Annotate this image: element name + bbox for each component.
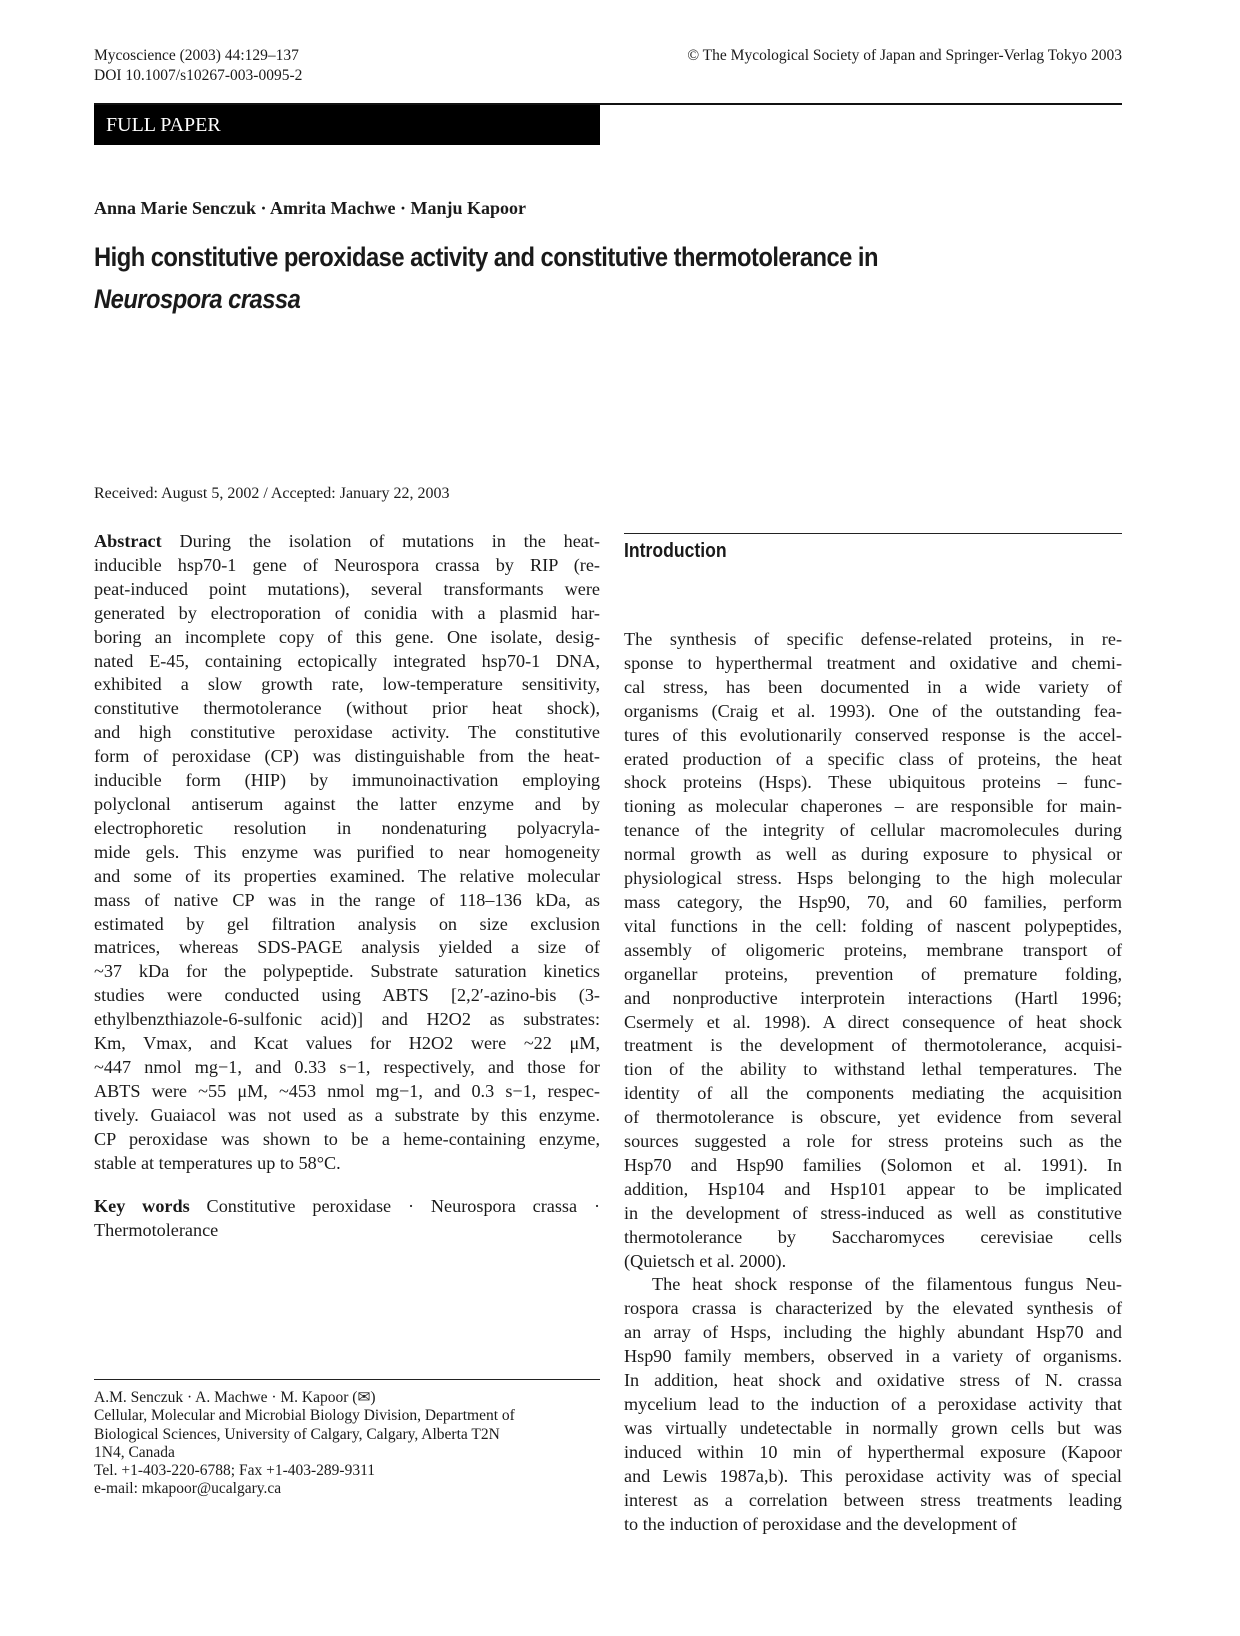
abstract-line: estimated by gel filtration analysis on size exclusion <box>94 913 600 934</box>
affiliation-line-3: 1N4, Canada <box>94 1443 175 1461</box>
abstract-line: and some of its properties examined. The relative molecular <box>94 865 600 886</box>
intro-line: Hsp90 family members, observed in a variety of organisms. <box>624 1346 1122 1367</box>
abstract-line: ~447 nmol mg−1, and 0.33 s−1, respectively, and those for <box>94 1056 600 1077</box>
abstract-line: matrices, whereas SDS-PAGE analysis yielded a size of <box>94 937 600 958</box>
affiliation-line-2: Biological Sciences, University of Calgary, Calgary, Alberta T2N <box>94 1425 500 1443</box>
abstract-line: studies were conducted using ABTS [2,2′-azino-bis (3- <box>94 985 600 1006</box>
abstract-line: mide gels. This enzyme was purified to near homogeneity <box>94 841 600 862</box>
affiliation-footnote <box>94 1389 600 1499</box>
intro-line: interest as a correlation between stress treatments leading <box>624 1489 1122 1510</box>
intro-line: vital functions in the cell: folding of nascent polypeptides, <box>624 915 1122 936</box>
intro-line: The heat shock response of the filamentous fungus Neu- <box>652 1274 1122 1295</box>
abstract-line: boring an incomplete copy of this gene. One isolate, desig- <box>94 626 600 647</box>
intro-line: shock proteins (Hsps). These ubiquitous proteins – func- <box>624 772 1122 793</box>
intro-line: was virtually undetectable in normally grown cells but was <box>624 1417 1122 1438</box>
intro-line: The synthesis of specific defense-related proteins, in re- <box>624 629 1122 649</box>
intro-line: identity of all the components mediating the acquisition <box>624 1083 1122 1104</box>
intro-line: cal stress, has been documented in a wide variety of <box>624 676 1122 697</box>
abstract-line: During the isolation of mutations in the heat- <box>161 531 600 551</box>
title-line-2: Neurospora crassa <box>94 284 301 314</box>
keywords-label: Key words <box>94 1196 190 1216</box>
abstract-line: ABTS were ~55 μM, ~453 nmol mg−1, and 0.3 s−1, respec- <box>94 1080 600 1101</box>
intro-line: mass category, the Hsp90, 70, and 60 families, perform <box>624 891 1122 912</box>
title-line-1: High constitutive peroxidase activity and constitutive thermotolerance in <box>94 242 878 272</box>
abstract-line: peat-induced point mutations), several transformants were <box>94 578 600 599</box>
affiliation-phone: Tel. +1-403-220-6788; Fax +1-403-289-9311 <box>94 1462 376 1480</box>
doi: DOI 10.1007/s10267-003-0095-2 <box>94 67 303 84</box>
abstract-line: mass of native CP was in the range of 118–136 kDa, as <box>94 889 600 910</box>
abstract-line: inducible form (HIP) by immunoinactivation employing <box>94 770 600 791</box>
intro-line: tion of the ability to withstand lethal temperatures. The <box>624 1059 1122 1080</box>
intro-line: addition, Hsp104 and Hsp101 appear to be implicated <box>624 1178 1122 1199</box>
affiliation-rule <box>94 1379 600 1380</box>
intro-line: rospora crassa is characterized by the elevated synthesis of <box>624 1298 1122 1319</box>
intro-line: (Quietsch et al. 2000). <box>624 1250 787 1271</box>
intro-line: tures of this evolutionarily conserved response is the accel- <box>624 724 1122 745</box>
intro-line: an array of Hsps, including the highly abundant Hsp70 and <box>624 1322 1122 1343</box>
section-label: FULL PAPER <box>94 105 600 145</box>
affiliation-names: A.M. Senczuk · A. Machwe · M. Kapoor (✉) <box>94 1389 376 1406</box>
intro-line: induced within 10 min of hyperthermal exposure (Kapoor <box>624 1441 1122 1462</box>
intro-line: normal growth as well as during exposure to physical or <box>624 844 1122 865</box>
intro-line: In addition, heat shock and oxidative stress of N. crassa <box>624 1370 1122 1391</box>
abstract-line: Km, Vmax, and Kcat values for H2O2 were ~22 μM, <box>94 1033 600 1054</box>
abstract-line: ~37 kDa for the polypeptide. Substrate saturation kinetics <box>94 961 600 982</box>
abstract-line: tively. Guaiacol was not used as a substrate by this enzyme. <box>94 1104 600 1125</box>
abstract-label: Abstract <box>94 531 162 551</box>
abstract-line: form of peroxidase (CP) was distinguishable from the heat- <box>94 746 600 767</box>
abstract-line: generated by electroporation of conidia with a plasmid har- <box>94 602 600 623</box>
intro-line: in the development of stress-induced as well as constitutive <box>624 1202 1122 1223</box>
abstract-line: constitutive thermotolerance (without prior heat shock), <box>94 698 600 719</box>
copyright-notice: © The Mycological Society of Japan and Springer-Verlag Tokyo 2003 <box>687 47 1122 64</box>
intro-line: erated production of a specific class of proteins, the heat <box>624 748 1122 769</box>
abstract-line: CP peroxidase was shown to be a heme-containing enzyme, <box>94 1128 600 1149</box>
intro-line: tioning as molecular chaperones – are responsible for main- <box>624 796 1122 817</box>
abstract-line: polyclonal antiserum against the latter enzyme and by <box>94 793 600 814</box>
introduction-body <box>624 628 1122 1536</box>
intro-line: organisms (Craig et al. 1993). One of the outstanding fea- <box>624 700 1122 721</box>
abstract-line: ethylbenzthiazole-6-sulfonic acid)] and H2O2 as substrates: <box>94 1009 600 1030</box>
intro-line: Csermely et al. 1998). A direct consequence of heat shock <box>624 1011 1122 1032</box>
introduction-heading: Introduction <box>624 540 727 562</box>
intro-line: of thermotolerance is obscure, yet evidence from several <box>624 1107 1122 1128</box>
intro-line: mycelium lead to the induction of a peroxidase activity that <box>624 1394 1122 1414</box>
abstract-line: stable at temperatures up to 58°C. <box>94 1152 341 1173</box>
introduction-rule <box>624 533 1122 534</box>
abstract-line: electrophoretic resolution in nondenaturing polyacryla- <box>94 817 600 838</box>
abstract <box>94 530 600 1175</box>
abstract-line <box>94 530 600 554</box>
author-list: Anna Marie Senczuk · Amrita Machwe · Manju Kapoor <box>94 198 526 218</box>
intro-line: to the induction of peroxidase and the development of <box>624 1513 1017 1534</box>
keywords <box>94 1195 600 1243</box>
paper-title <box>94 236 1000 320</box>
intro-line: tenance of the integrity of cellular macromolecules during <box>624 820 1122 841</box>
intro-line: and nonproductive interprotein interactions (Hartl 1996; <box>624 987 1122 1008</box>
abstract-line: nated E-45, containing ectopically integrated hsp70-1 DNA, <box>94 650 600 671</box>
intro-line: sponse to hyperthermal treatment and oxidative and chemi- <box>624 652 1122 673</box>
received-dates: Received: August 5, 2002 / Accepted: January 22, 2003 <box>94 485 450 502</box>
intro-line: Hsp70 and Hsp90 families (Solomon et al. 1991). In <box>624 1154 1122 1175</box>
keywords-line-2: Thermotolerance <box>94 1219 219 1240</box>
intro-line: assembly of oligomeric proteins, membrane transport of <box>624 939 1122 960</box>
intro-line: organellar proteins, prevention of premature folding, <box>624 963 1122 984</box>
affiliation-line-1: Cellular, Molecular and Microbial Biology Division, Department of <box>94 1407 515 1425</box>
intro-line: sources suggested a role for stress proteins such as the <box>624 1131 1122 1152</box>
running-header-left <box>94 46 302 86</box>
abstract-line: inducible hsp70-1 gene of Neurospora crassa by RIP (re- <box>94 554 600 575</box>
intro-line: and Lewis 1987a,b). This peroxidase activity was of special <box>624 1465 1122 1486</box>
intro-line: physiological stress. Hsps belonging to the high molecular <box>624 868 1122 889</box>
intro-line: treatment is the development of thermotolerance, acquisi- <box>624 1035 1122 1056</box>
journal-citation: Mycoscience (2003) 44:129–137 <box>94 47 299 64</box>
keywords-line-1: Constitutive peroxidase · Neurospora crassa · <box>189 1196 601 1216</box>
affiliation-email: e-mail: mkapoor@ucalgary.ca <box>94 1480 282 1498</box>
abstract-line: and high constitutive peroxidase activity. The constitutive <box>94 722 600 743</box>
abstract-line: exhibited a slow growth rate, low-temperature sensitivity, <box>94 674 600 695</box>
intro-line: thermotolerance by Saccharomyces cerevisiae cells <box>624 1226 1122 1247</box>
